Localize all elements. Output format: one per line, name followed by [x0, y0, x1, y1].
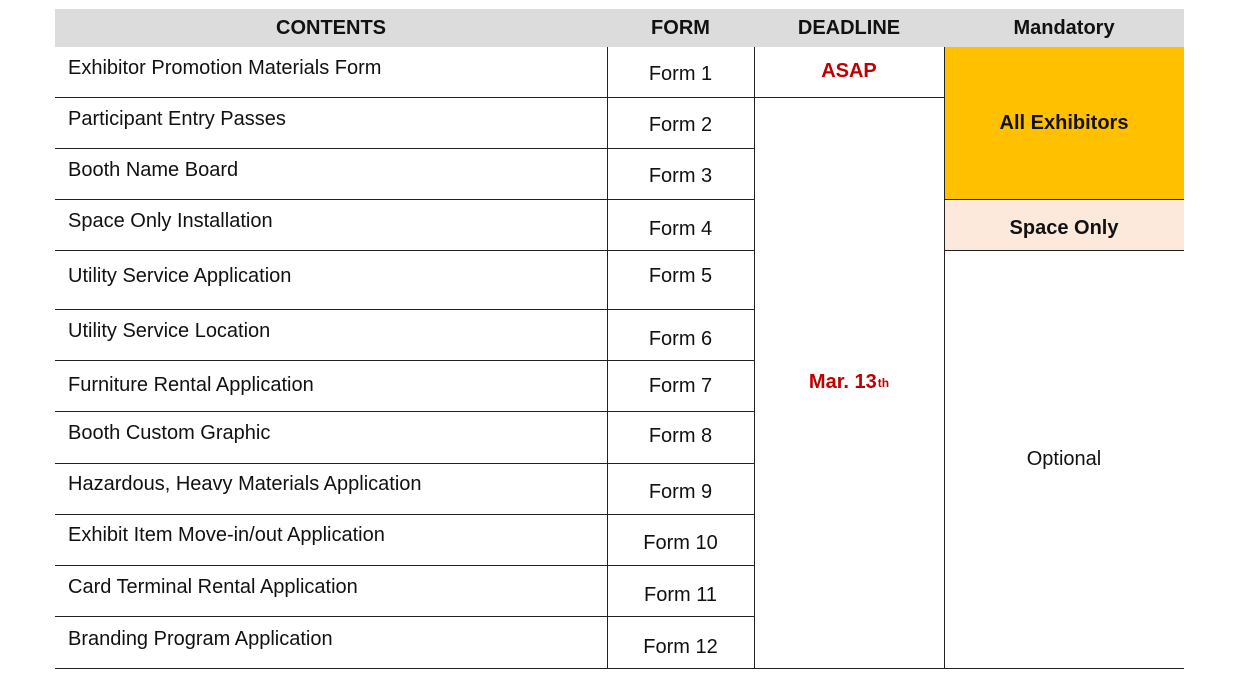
row-2-form: Form 2: [648, 114, 713, 136]
divider: [55, 616, 754, 617]
divider: [55, 148, 754, 149]
header-mandatory: Mandatory: [944, 9, 1184, 47]
divider: [55, 199, 754, 200]
row-9-form: Form 9: [648, 481, 713, 503]
deadline-asap: ASAP: [821, 60, 877, 82]
row-10-content: Exhibit Item Move-in/out Application: [68, 524, 385, 546]
deadline-march-date: Mar. 13: [808, 371, 877, 393]
row-2-content: Participant Entry Passes: [68, 108, 286, 130]
row-6-content: Utility Service Location: [68, 320, 271, 342]
row-1-content: Exhibitor Promotion Materials Form: [68, 57, 382, 79]
row-7-form: Form 7: [648, 375, 713, 397]
row-5-content: Utility Service Application: [68, 265, 292, 287]
row-3-content: Booth Name Board: [68, 159, 239, 181]
table-bottom-border: [55, 668, 1184, 669]
row-5-form: Form 5: [648, 265, 713, 287]
row-12-content: Branding Program Application: [68, 627, 333, 650]
row-4-form: Form 4: [648, 218, 713, 240]
mandatory-space-only: Space Only: [944, 199, 1184, 251]
mandatory-optional: Optional: [1026, 447, 1102, 470]
divider: [55, 250, 754, 251]
divider: [55, 309, 754, 310]
row-10-form: Form 10: [643, 532, 718, 554]
row-8-content: Booth Custom Graphic: [68, 422, 271, 444]
divider: [55, 514, 754, 515]
divider: [944, 250, 1184, 251]
divider: [754, 97, 944, 98]
divider: [944, 47, 945, 669]
row-11-content: Card Terminal Rental Application: [68, 575, 358, 598]
row-11-form: Form 11: [644, 583, 717, 606]
divider: [55, 463, 754, 464]
header-deadline: DEADLINE: [754, 9, 944, 47]
header-form: FORM: [607, 9, 754, 47]
row-4-content: Space Only Installation: [68, 210, 273, 232]
divider: [55, 97, 754, 98]
row-7-content: Furniture Rental Application: [68, 374, 314, 396]
divider: [754, 47, 755, 669]
row-8-form: Form 8: [648, 425, 713, 447]
deadline-march-suffix: th: [877, 375, 890, 390]
deadline-march: [754, 98, 944, 669]
form-schedule-table: [55, 9, 1184, 669]
mandatory-all-exhibitors: All Exhibitors: [944, 47, 1184, 199]
divider: [607, 47, 608, 669]
divider: [55, 565, 754, 566]
row-3-form: Form 3: [648, 165, 713, 187]
divider: [55, 411, 754, 412]
divider: [944, 199, 1184, 200]
header-contents: CONTENTS: [55, 9, 607, 47]
row-1-form: Form 1: [648, 63, 713, 85]
row-9-content: Hazardous, Heavy Materials Application: [68, 473, 422, 495]
divider: [55, 360, 754, 361]
row-12-form: Form 12: [643, 635, 718, 658]
row-6-form: Form 6: [648, 328, 713, 350]
